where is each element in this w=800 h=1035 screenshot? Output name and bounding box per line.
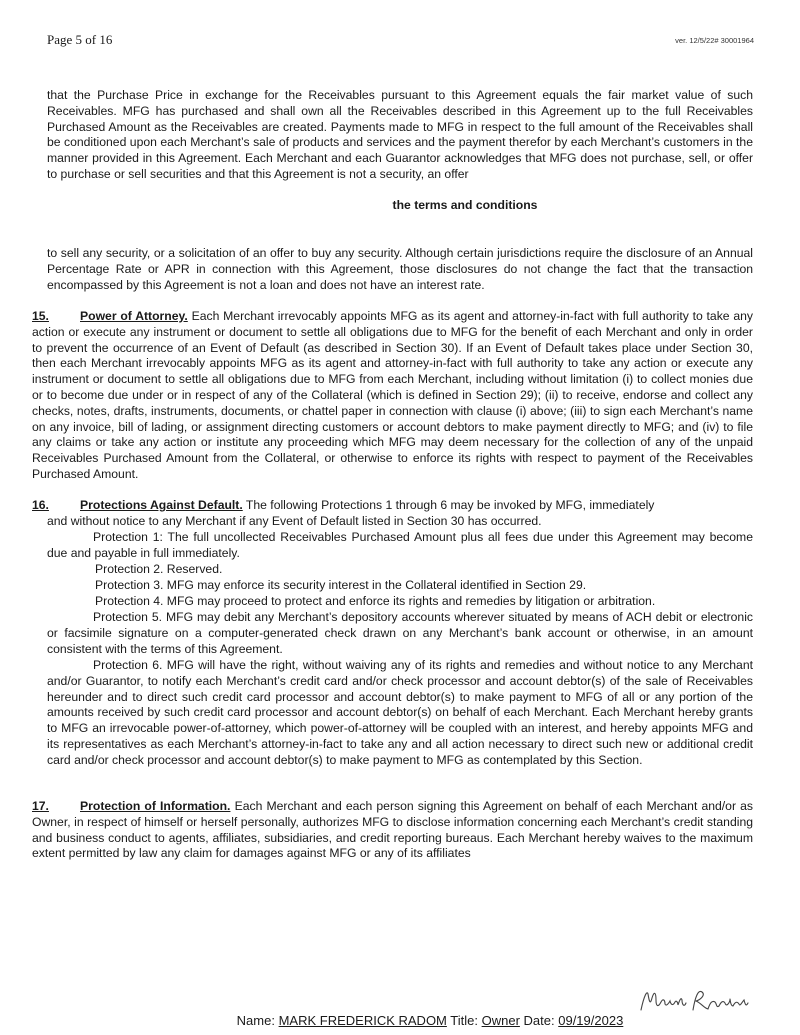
protection-1: Protection 1: The full uncollected Receivables Purchased Amount plus all fees due under this Agreement may become due and payable in full immediately. xyxy=(47,530,753,560)
section-16-number: 16. xyxy=(32,498,49,512)
protection-6: Protection 6. MFG will have the right, without waiving any of its rights and remedies and without notice to any Merchant and/or Guarantor, to notify each Merchant’s credit card and/or check processor and account debtor(s) of the sale of Receivables hereunder and to direct such credit card processor and account debtor(s) to make payment to MFG of all or any portion of the amounts received by such credit card processor and account debtor(s) on behalf of each Merchant. Each Merchant hereby grants to MFG an irrevocable power-of-attorney, which power-of-attorney will be coupled with an interest, and hereby appoints MFG and its representatives as each Merchant’s attorney-in-fact to take any and all action necessary to direct such new or additional credit card and/or check processor and account debtor(s) to make payment to MFG as contemplated by this Section. xyxy=(47,658,753,767)
section-17-body: Each Merchant and each person signing this Agreement on behalf of each Merchant and/or as Owner, in respect of himself or herself personally, authorizes MFG to disclose information concerning each Merchant’s credit standing and business conduct to agents, affiliates, subsidiaries, and credit reporting bureaus. Each Merchant hereby waives to the maximum extent permitted by law any claim for damages against MFG or any of its affiliates xyxy=(32,799,754,861)
version-stamp: ver. 12/5/22# 30001964 xyxy=(675,36,754,45)
protection-5: Protection 5. MFG may debit any Merchant’s depository accounts wherever situated by means of ACH debit or electronic or facsimile signature on a computer-generated check drawn on any Merchant’s bank account or otherwise, in an amount consistent with the terms of this Agreement. xyxy=(47,610,753,656)
section-15 xyxy=(32,309,753,483)
protection-2: Protection 2. Reserved. xyxy=(95,562,223,576)
protection-4: Protection 4. MFG may proceed to protect and enforce its rights and remedies by litigation or arbitration. xyxy=(95,594,656,608)
section-17 xyxy=(32,799,753,862)
intro-paragraph: that the Purchase Price in exchange for the Receivables pursuant to this Agreement equals the fair market value of such Receivables. MFG has purchased and shall own all the Receivables described in this Agreement up to the full Receivables Purchased Amount as the Receivables are created. Payments made to MFG in respect to the full amount of the Receivables shall be conditioned upon each Merchant’s sale of products and services and the payment therefor by each Merchant’s customers in the manner provided in this Agreement. Each Merchant and each Guarantor acknowledges that MFG does not purchase, sell, or offer to purchase or sell securities and that this Agreement is not a security, an offer xyxy=(47,88,753,181)
date-label: Date: xyxy=(523,1013,555,1028)
section-16-lead-continued: and without notice to any Merchant if any Event of Default listed in Section 30 has occurred. xyxy=(47,514,542,528)
continuation-paragraph: to sell any security, or a solicitation of an offer to buy any security. Although certain jurisdictions require the disclosure of an Annual Percentage Rate or APR in connection with this Agreement, those disclosures do not change the fact that the transaction encompassed by this Agreement is not a loan and does not have an interest rate. xyxy=(47,246,753,292)
protection-3: Protection 3. MFG may enforce its security interest in the Collateral identified in Section 29. xyxy=(95,578,587,592)
signer-name: MARK FREDERICK RADOM xyxy=(278,1013,447,1028)
signer-title: Owner xyxy=(481,1013,520,1028)
section-15-number: 15. xyxy=(32,309,49,323)
signature-block xyxy=(0,1013,800,1028)
page-number: Page 5 of 16 xyxy=(47,32,113,47)
section-16 xyxy=(32,498,753,514)
section-15-title: Power of Attorney. xyxy=(80,309,188,323)
signature-date: 09/19/2023 xyxy=(558,1013,624,1028)
section-17-number: 17. xyxy=(32,799,49,813)
name-label: Name: xyxy=(236,1013,275,1028)
section-17-title: Protection of Information. xyxy=(80,799,231,813)
centered-heading: the terms and conditions xyxy=(392,198,538,212)
section-15-body: Each Merchant irrevocably appoints MFG as its agent and attorney-in-fact with full authority to take any action or execute any instrument or document to settle all obligations due to MFG for the benefit of each Merchant and only in order to prevent the occurrence of an Event of Default (as described in Section 30). If an Event of Default takes place under Section 30, then each Merchant irrevocably appoints MFG as its agent and attorney-in-fact with full authority to take any action or execute any instrument or document to settle all obligations due to MFG from each Merchant, including without limitation (i) to collect monies due or to become due under or in respect of any of the Collateral (which is defined in Section 29); (ii) to receive, endorse and collect any checks, notes, drafts, instruments, documents, or chattel paper in connection with clause (i) above; (iii) to sign each Merchant’s name on any invoice, bill of lading, or assignment directing customers or account debtors to make payment directly to MFG; and (iv) to file any claims or take any action or institute any proceeding which MFG may deem necessary for the collection of any of the unpaid Receivables Purchased Amount from the Collateral, or otherwise to enforce its rights with respect to payment of the Receivables Purchased Amount. xyxy=(32,309,753,481)
section-16-title: Protections Against Default. xyxy=(80,498,243,512)
section-16-lead: The following Protections 1 through 6 may be invoked by MFG, immediately xyxy=(245,498,655,512)
title-label: Title: xyxy=(450,1013,478,1028)
